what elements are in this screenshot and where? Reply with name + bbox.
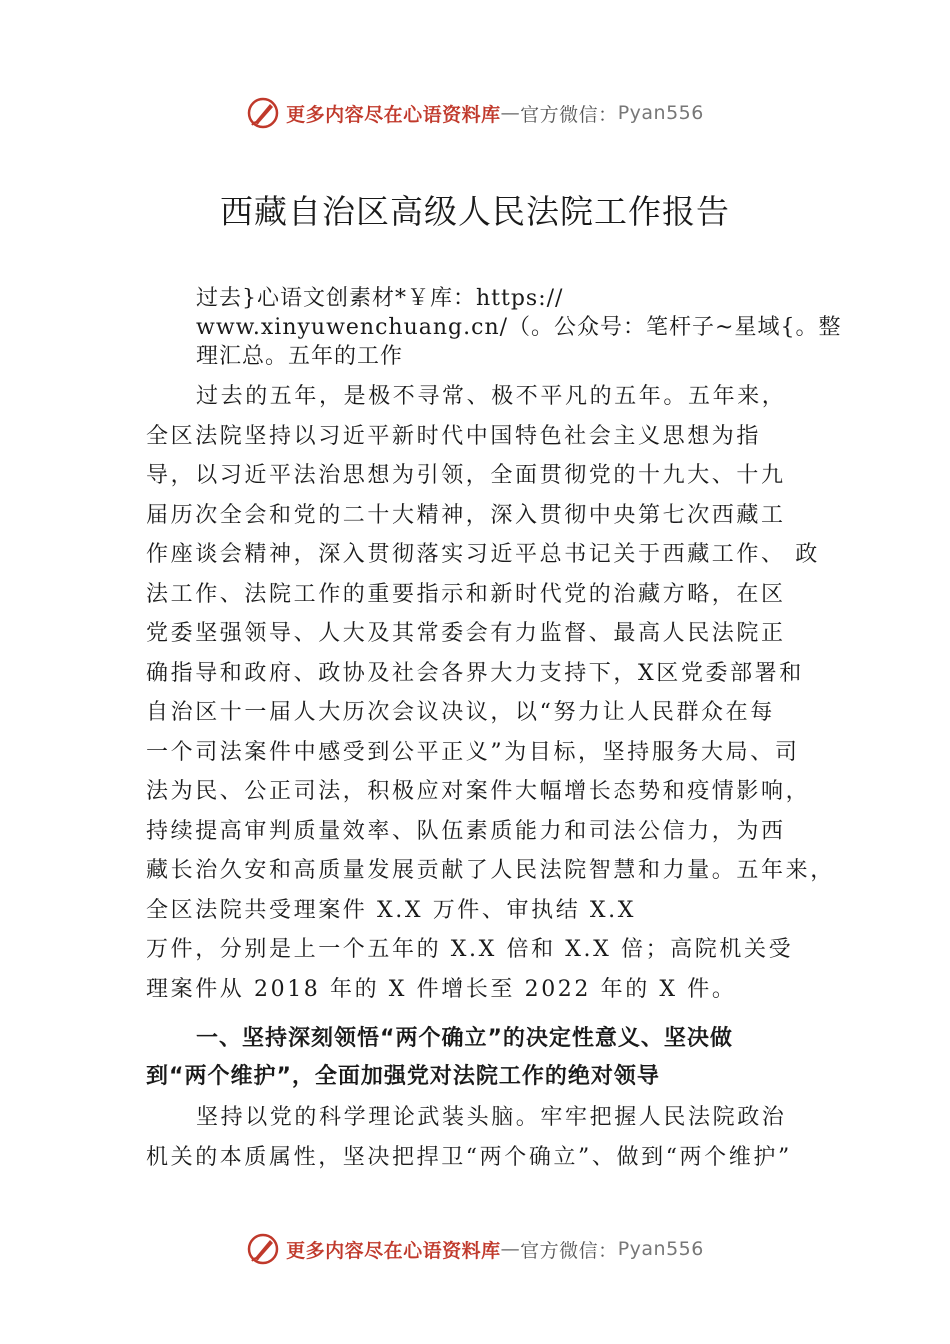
footer-watermark [0, 1232, 950, 1266]
pen-logo-icon [246, 96, 280, 130]
document-title: 西藏自治区高级人民法院工作报告 [220, 192, 730, 231]
paragraph-line: 一个司法案件中感受到公平正义”为目标，坚持服务大局、司 [146, 739, 800, 765]
paragraph-1 [146, 377, 836, 1009]
paragraph-line: 全区法院坚持以习近平新时代中国特色社会主义思想为指 [146, 423, 762, 449]
paragraph-line: 确指导和政府、政协及社会各界大力支持下，X区党委部署和 [146, 660, 804, 686]
paragraph-line: 持续提高审判质量效率、队伍素质能力和司法公信力，为西 [146, 818, 786, 844]
intro-block [196, 284, 846, 371]
watermark-official-label: 官方微信： [520, 1239, 618, 1262]
paragraph-line: 党委坚强领导、人大及其常委会有力监督、最高人民法院正 [146, 621, 786, 646]
watermark-main-text: 更多内容尽在心语资料库 [286, 103, 501, 126]
watermark-wechat-id: Pyan556 [617, 1238, 704, 1260]
paragraph-line: 导，以习近平法治思想为引领，全面贯彻党的十九大、十九 [146, 463, 786, 488]
section-heading-1 [146, 1020, 836, 1096]
paragraph-line: 理案件从 2018 年的 X 件增长至 2022 年的 X 件。 [146, 976, 737, 1002]
paragraph-line: 自治区十一届人大历次会议决议，以“努力让人民群众在每 [146, 700, 775, 725]
pen-logo-icon [246, 1232, 280, 1266]
paragraph-line: 作座谈会精神，深入贯彻落实习近平总书记关于西藏工作、 政 [146, 542, 820, 567]
paragraph-line: 万件，分别是上一个五年的 X.X 倍和 X.X 倍；高院机关受 [146, 937, 794, 962]
watermark-wechat-id: Pyan556 [617, 102, 704, 124]
watermark-official-label: 官方微信： [520, 103, 618, 126]
paragraph-line: 过去的五年，是极不寻常、极不平凡的五年。五年来， [196, 384, 787, 409]
paragraph-2 [146, 1098, 836, 1177]
paragraph-line: 机关的本质属性，坚决把捍卫“两个确立”、做到“两个维护” [146, 1144, 792, 1170]
watermark-dash: — [500, 102, 521, 124]
watermark-main-text: 更多内容尽在心语资料库 [286, 1239, 501, 1262]
heading-line: 到“两个维护”，全面加强党对法院工作的绝对领导 [146, 1064, 660, 1089]
paragraph-line: 全区法院共受理案件 X.X 万件、审执结 X.X [146, 897, 637, 923]
paragraph-line: 届历次全会和党的二十大精神，深入贯彻中央第七次西藏工 [146, 502, 786, 528]
paragraph-line: 法工作、法院工作的重要指示和新时代党的治藏方略，在区 [146, 581, 786, 607]
intro-line: www.xinyuwenchuang.cn/（。公众号：笔杆子~星域{。整 [196, 315, 842, 340]
paragraph-line: 藏长治久安和高质量发展贡献了人民法院智慧和力量。五年来， [146, 858, 835, 883]
intro-line: 过去}心语文创素材*￥库：https:// [196, 286, 564, 311]
paragraph-line: 坚持以党的科学理论武装头脑。牢牢把握人民法院政治 [196, 1105, 787, 1130]
paragraph-line: 法为民、公正司法，积极应对案件大幅增长态势和疫情影响， [146, 779, 811, 804]
watermark-dash: — [500, 1238, 521, 1260]
heading-line: 一、坚持深刻领悟“两个确立”的决定性意义、坚决做 [196, 1026, 733, 1051]
intro-line: 理汇总。五年的工作 [196, 344, 404, 369]
header-watermark [0, 96, 950, 130]
